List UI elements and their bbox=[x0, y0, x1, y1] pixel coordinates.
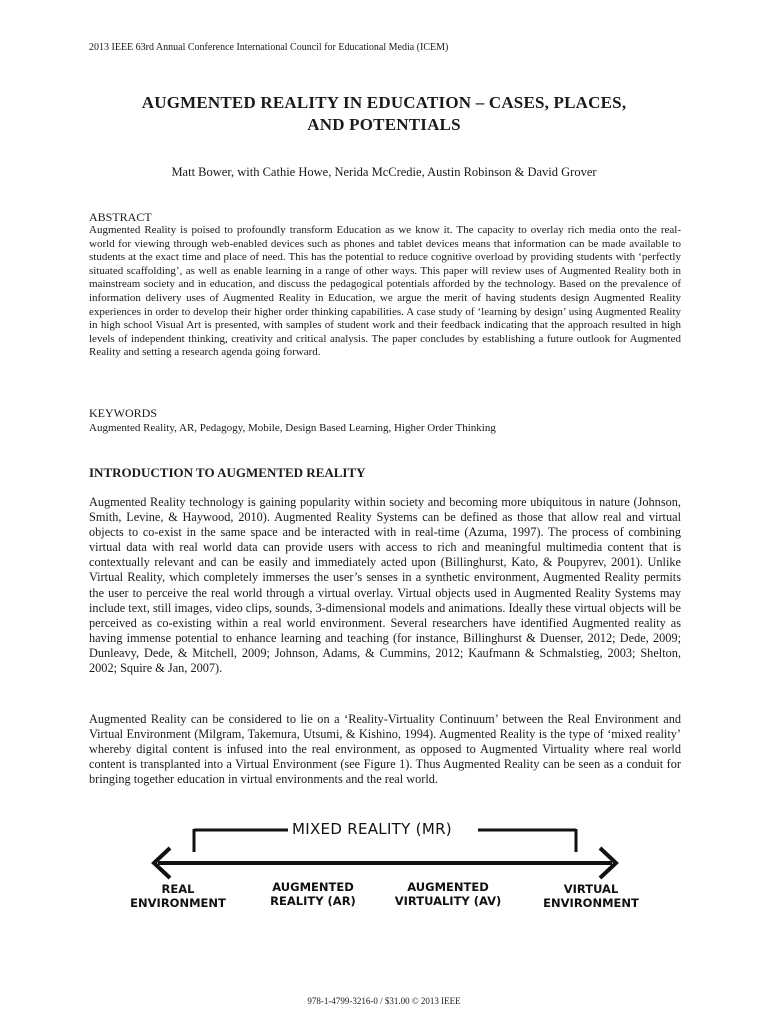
augmented-virtuality-label bbox=[390, 880, 506, 908]
section-heading: INTRODUCTION TO AUGMENTED REALITY bbox=[89, 465, 366, 480]
real-environment-line-2: ENVIRONMENT bbox=[130, 896, 226, 910]
running-head: 2013 IEEE 63rd Annual Conference International Council for Educational Media (ICEM) bbox=[89, 42, 449, 53]
abstract-body: Augmented Reality is poised to profoundly transform Education as we know it. The capacity to overlay rich media onto the real-world for viewing through web-enabled devices such as phones and tablet devices means that information can be made available to students at the exact time and place of need. This has the potential to reduce cognitive overload by providing students with ‘perfectly situated scaffolding’, as well as enable learning in a range of other ways. This paper will review uses of Augmented Reality both in mainstream society and in education, and discuss the pedagogical potentials afforded by the technology. Based on the prevalence of information delivery uses of Augmented Reality in Education, we argue the merit of having students design Augmented Reality experiences in order to develop their higher order thinking capabilities. A case study of ‘learning by design’ using Augmented Reality in high school Visual Art is presented, with samples of student work and their feedback indicating that the approach resulted in high levels of independent thinking, creativity and critical analysis. The paper concludes by establishing a future outlook for Augmented Reality and setting a research agenda going forward. bbox=[89, 224, 681, 359]
reality-virtuality-continuum-figure bbox=[130, 818, 639, 918]
mixed-reality-label: MIXED REALITY (MR) bbox=[288, 820, 456, 838]
keywords-heading: KEYWORDS bbox=[89, 406, 157, 420]
title-line-2: AND POTENTIALS bbox=[307, 115, 461, 134]
intro-paragraph-1: Augmented Reality technology is gaining popularity within society and becoming more ubiquitous in nature (Johnson, Smith, Levine, & Haywood, 2010). Augmented Reality Systems can be defined as those that allow real and virtual objects to co-exist in the same space and be interacted with in real-time (Azuma, 1997). The process of combining virtual data with real world data can provide users with access to rich and meaningful multimedia content that is contextually relevant and can be easily and immediately acted upon (Billinghurst, Kato, & Poupyrev, 2001). Unlike Virtual Reality, which completely immerses the user’s senses in a synthetic environment, Augmented Reality permits the user to perceive the real world through a virtual overlay. Virtual objects used in Augmented Reality Systems may include text, still images, video clips, sounds, 3-dimensional models and animations. Ideally these virtual objects will be perceived as co-existing within a real world environment. Several researchers have identified Augmented reality as having immense potential to enhance learning and teaching (for instance, Billinghurst & Duenser, 2012; Dede, 2009; Dunleavy, Dede, & Mitchell, 2009; Johnson, Adams, & Cummins, 2012; Kaufmann & Schmalstieg, 2003; Shelton, 2002; Squire & Jan, 2007). bbox=[89, 495, 681, 676]
real-environment-label bbox=[128, 882, 228, 910]
page-footer: 978-1-4799-3216-0 / $31.00 © 2013 IEEE bbox=[307, 996, 461, 1006]
augmented-reality-label bbox=[258, 880, 368, 908]
keywords-body: Augmented Reality, AR, Pedagogy, Mobile, Design Based Learning, Higher Order Thinking bbox=[89, 422, 496, 434]
paper-title bbox=[60, 92, 708, 136]
author-list: Matt Bower, with Cathie Howe, Nerida McCredie, Austin Robinson & David Grover bbox=[171, 165, 597, 179]
virtual-environment-line-1: VIRTUAL bbox=[563, 882, 619, 896]
virtual-environment-label bbox=[536, 882, 646, 910]
intro-paragraph-2: Augmented Reality can be considered to lie on a ‘Reality-Virtuality Continuum’ between the Real Environment and Virtual Environment (Milgram, Takemura, Utsumi, & Kishino, 1994). Augmented Reality is the type of ‘mixed reality’ whereby digital content is infused into the real environment, as opposed to Augmented Virtuality where real world content is transplanted into a Virtual Environment (see Figure 1). Thus Augmented Reality can be seen as a conduit for bringing together education in virtual environments and the real world. bbox=[89, 712, 681, 787]
augmented-virtuality-line-1: AUGMENTED bbox=[407, 880, 489, 894]
augmented-reality-line-1: AUGMENTED bbox=[272, 880, 354, 894]
abstract-heading: ABSTRACT bbox=[89, 210, 152, 224]
augmented-reality-line-2: REALITY (AR) bbox=[270, 894, 356, 908]
augmented-virtuality-line-2: VIRTUALITY (AV) bbox=[394, 894, 502, 908]
real-environment-line-1: REAL bbox=[161, 882, 195, 896]
virtual-environment-line-2: ENVIRONMENT bbox=[543, 896, 639, 910]
title-line-1: AUGMENTED REALITY IN EDUCATION – CASES, PLACES, bbox=[141, 93, 627, 112]
